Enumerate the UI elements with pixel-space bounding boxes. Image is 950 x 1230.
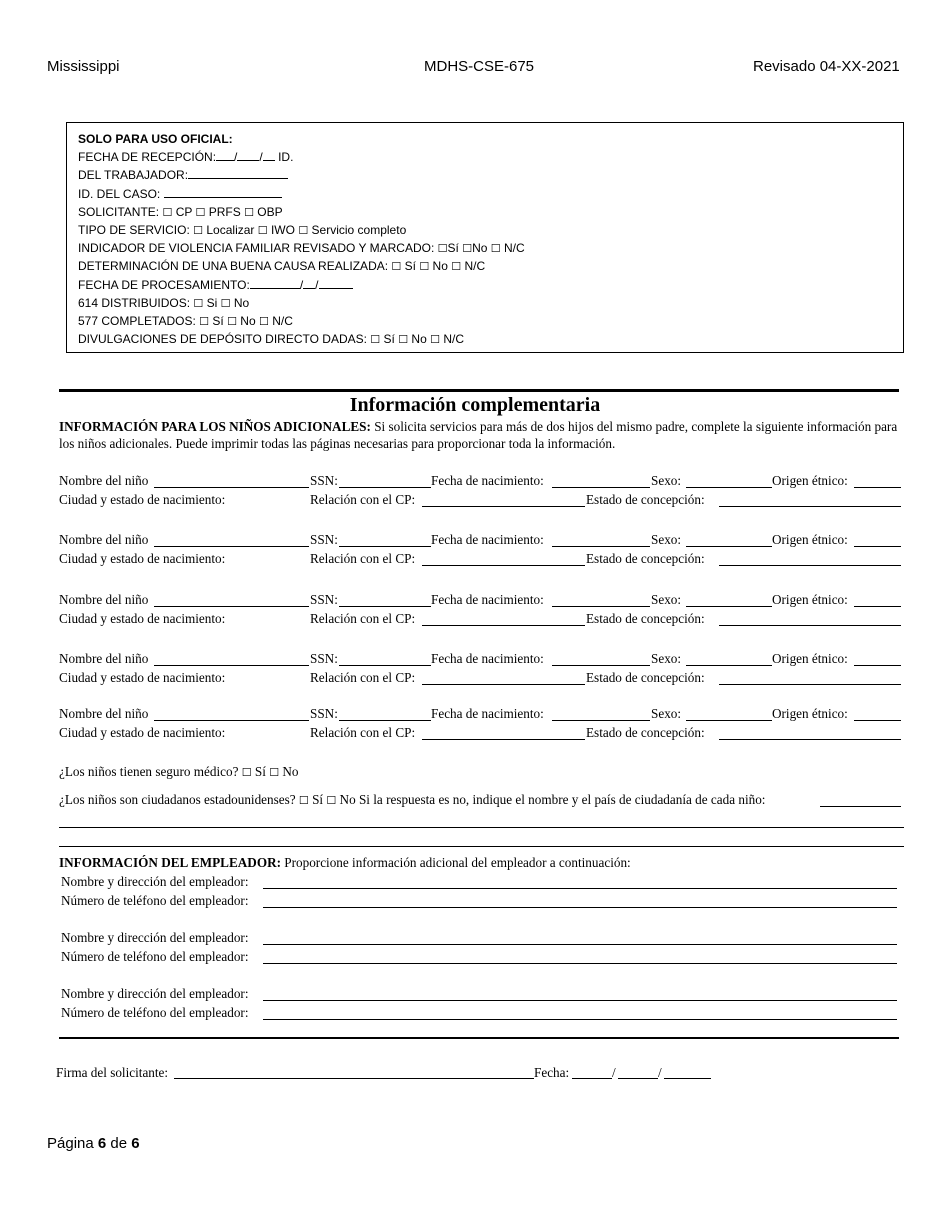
child-relation-field[interactable] bbox=[422, 551, 585, 566]
distributed-label: 614 DISTRIBUIDOS: bbox=[78, 295, 191, 310]
child-name-label: Nombre del niño bbox=[59, 473, 149, 488]
child-birthplace-label: Ciudad y estado de nacimiento: bbox=[59, 611, 226, 626]
option-citizen-no: No bbox=[339, 792, 356, 807]
child-birthplace-label: Ciudad y estado de nacimiento: bbox=[59, 670, 226, 685]
child-ethnic-field[interactable] bbox=[854, 706, 901, 721]
checkbox-citizen-no[interactable]: ☐ bbox=[326, 794, 337, 807]
child-row-1-detail bbox=[59, 492, 901, 512]
checkbox-completed-na[interactable]: ☐ bbox=[258, 314, 269, 328]
employer-name-field[interactable] bbox=[263, 874, 897, 889]
checkbox-completed-yes[interactable]: ☐ bbox=[199, 314, 210, 328]
option-full-service: Servicio completo bbox=[311, 222, 407, 237]
child-conception-field[interactable] bbox=[719, 492, 901, 507]
child-dob-label: Fecha de nacimiento: bbox=[431, 651, 544, 666]
checkbox-prfs[interactable]: ☐ bbox=[195, 205, 206, 219]
child-name-field[interactable] bbox=[154, 473, 309, 488]
child-name-label: Nombre del niño bbox=[59, 532, 149, 547]
employer-name-row-1 bbox=[61, 874, 897, 893]
child-conception-label: Estado de concepción: bbox=[586, 492, 705, 507]
option-completed-no: No bbox=[240, 313, 256, 328]
checkbox-deposit-na[interactable]: ☐ bbox=[430, 333, 440, 347]
violence-label: INDICADOR DE VIOLENCIA FAMILIAR REVISADO Y MARCADO: bbox=[78, 241, 435, 256]
child-sex-field[interactable] bbox=[686, 592, 772, 607]
child-name-field[interactable] bbox=[154, 651, 309, 666]
option-violence-na: N/C bbox=[504, 241, 525, 256]
child-conception-label: Estado de concepción: bbox=[586, 670, 705, 685]
citizen-answer-line-2[interactable] bbox=[59, 827, 904, 828]
child-row-1 bbox=[59, 473, 901, 493]
citizen-question-text: ¿Los niños son ciudadanos estadounidenses? bbox=[59, 792, 296, 807]
citizen-followup-text: Si la respuesta es no, indique el nombre y el país de ciudadanía de cada niño: bbox=[358, 792, 766, 807]
child-conception-field[interactable] bbox=[719, 611, 901, 626]
employer-phone-row-1 bbox=[61, 893, 897, 912]
page-number bbox=[47, 1135, 140, 1152]
page-of: de bbox=[110, 1135, 128, 1152]
checkbox-distributed-yes[interactable]: ☐ bbox=[193, 296, 204, 310]
option-distributed-no: No bbox=[233, 295, 250, 310]
child-dob-label: Fecha de nacimiento: bbox=[431, 532, 544, 547]
insurance-question-text: ¿Los niños tienen seguro médico? bbox=[59, 764, 239, 779]
child-ssn-field[interactable] bbox=[339, 532, 431, 547]
child-relation-label: Relación con el CP: bbox=[310, 611, 416, 626]
child-relation-label: Relación con el CP: bbox=[310, 670, 416, 685]
processing-year-field[interactable] bbox=[319, 277, 353, 289]
section-divider bbox=[59, 389, 899, 392]
applicant-label: SOLICITANTE: bbox=[78, 204, 160, 219]
child-conception-field[interactable] bbox=[719, 551, 901, 566]
option-goodcause-yes: Sí bbox=[404, 259, 416, 274]
child-relation-label: Relación con el CP: bbox=[310, 725, 416, 740]
child-sex-field[interactable] bbox=[686, 532, 772, 547]
employer-heading: INFORMACIÓN DEL EMPLEADOR: bbox=[59, 855, 281, 870]
citizen-question bbox=[59, 792, 765, 808]
received-id-label: ID. bbox=[278, 150, 294, 165]
date-label: Fecha: bbox=[534, 1065, 570, 1080]
child-ssn-field[interactable] bbox=[339, 706, 431, 721]
service-label: TIPO DE SERVICIO: bbox=[78, 222, 190, 237]
option-violence-no: No bbox=[472, 241, 488, 256]
child-ssn-field[interactable] bbox=[339, 651, 431, 666]
option-insurance-yes: Sí bbox=[254, 764, 266, 779]
option-deposit-na: N/C bbox=[443, 332, 464, 347]
child-dob-field[interactable] bbox=[552, 706, 650, 721]
date-year-field[interactable] bbox=[664, 1078, 711, 1079]
citizen-answer-field[interactable] bbox=[820, 806, 901, 807]
child-name-field[interactable] bbox=[154, 532, 309, 547]
child-relation-label: Relación con el CP: bbox=[310, 551, 416, 566]
employer-phone-label: Número de teléfono del empleador: bbox=[61, 1005, 249, 1020]
child-birthplace-label: Ciudad y estado de nacimiento: bbox=[59, 551, 226, 566]
page-prefix: Página bbox=[47, 1135, 94, 1152]
checkbox-violence-na[interactable]: ☐ bbox=[490, 242, 501, 256]
checkbox-goodcause-na[interactable]: ☐ bbox=[451, 260, 462, 274]
worker-field[interactable] bbox=[188, 167, 288, 179]
checkbox-obp[interactable]: ☐ bbox=[244, 205, 254, 219]
section-thin-divider bbox=[59, 846, 904, 847]
official-title: SOLO PARA USO OFICIAL: bbox=[78, 132, 233, 146]
child-sex-label: Sexo: bbox=[651, 651, 682, 666]
checkbox-insurance-no[interactable]: ☐ bbox=[269, 766, 280, 779]
option-completed-na: N/C bbox=[272, 313, 293, 328]
goodcause-label: DETERMINACIÓN DE UNA BUENA CAUSA REALIZADA: bbox=[78, 259, 389, 274]
processing-day-field[interactable] bbox=[303, 277, 315, 289]
child-ethnic-label: Origen étnico: bbox=[772, 532, 848, 547]
checkbox-cp[interactable]: ☐ bbox=[162, 205, 173, 219]
employer-name-field[interactable] bbox=[263, 930, 897, 945]
child-birthplace-label: Ciudad y estado de nacimiento: bbox=[59, 725, 226, 740]
child-row-2-detail bbox=[59, 551, 901, 571]
child-birthplace-label: Ciudad y estado de nacimiento: bbox=[59, 492, 226, 507]
employer-phone-field[interactable] bbox=[263, 949, 897, 964]
header-state: Mississippi bbox=[47, 58, 120, 75]
received-label: FECHA DE RECEPCIÓN: bbox=[78, 150, 217, 165]
option-goodcause-no: No bbox=[432, 259, 448, 274]
child-conception-label: Estado de concepción: bbox=[586, 611, 705, 626]
child-conception-label: Estado de concepción: bbox=[586, 725, 705, 740]
signature-label: Firma del solicitante: bbox=[56, 1065, 169, 1080]
option-deposit-yes: Sí bbox=[383, 332, 395, 347]
child-ssn-label: SSN: bbox=[310, 473, 338, 488]
child-ethnic-field[interactable] bbox=[854, 473, 901, 488]
option-locate: Localizar bbox=[206, 222, 255, 237]
employer-phone-row-2 bbox=[61, 949, 897, 968]
child-row-4 bbox=[59, 651, 901, 671]
child-dob-label: Fecha de nacimiento: bbox=[431, 592, 544, 607]
option-completed-yes: Sí bbox=[212, 313, 224, 328]
child-name-label: Nombre del niño bbox=[59, 706, 149, 721]
child-sex-label: Sexo: bbox=[651, 532, 682, 547]
employer-name-label: Nombre y dirección del empleador: bbox=[61, 874, 249, 889]
option-goodcause-na: N/C bbox=[464, 259, 486, 274]
children-text: Si solicita servicios para más de dos hijos del mismo padre, complete la siguiente información para los niños adicionales. Puede imprimir todas las páginas necesarias para proporcionar toda la información. bbox=[59, 419, 898, 451]
option-obp: OBP bbox=[257, 204, 283, 219]
employer-phone-field[interactable] bbox=[263, 893, 897, 908]
child-name-field[interactable] bbox=[154, 706, 309, 721]
child-ethnic-label: Origen étnico: bbox=[772, 592, 848, 607]
child-sex-label: Sexo: bbox=[651, 592, 682, 607]
child-dob-field[interactable] bbox=[552, 592, 650, 607]
option-insurance-no: No bbox=[282, 764, 299, 779]
child-relation-field[interactable] bbox=[422, 611, 585, 626]
signature-divider bbox=[59, 1037, 899, 1039]
child-ssn-label: SSN: bbox=[310, 592, 338, 607]
processing-month-field[interactable] bbox=[250, 277, 300, 289]
signature-field[interactable] bbox=[174, 1078, 534, 1079]
child-ethnic-label: Origen étnico: bbox=[772, 473, 848, 488]
option-distributed-yes: Si bbox=[206, 295, 218, 310]
child-row-5-detail bbox=[59, 725, 901, 745]
child-ethnic-field[interactable] bbox=[854, 651, 901, 666]
option-prfs: PRFS bbox=[208, 204, 241, 219]
page-total: 6 bbox=[131, 1135, 140, 1152]
option-deposit-no: No bbox=[411, 332, 427, 347]
employer-phone-field[interactable] bbox=[263, 1005, 897, 1020]
children-heading: INFORMACIÓN PARA LOS NIÑOS ADICIONALES: bbox=[59, 419, 371, 434]
checkbox-deposit-no[interactable]: ☐ bbox=[398, 333, 409, 347]
child-dob-field[interactable] bbox=[552, 473, 650, 488]
child-ethnic-label: Origen étnico: bbox=[772, 706, 848, 721]
option-citizen-yes: Sí bbox=[312, 792, 324, 807]
child-row-2 bbox=[59, 532, 901, 552]
child-ssn-field[interactable] bbox=[339, 592, 431, 607]
child-dob-label: Fecha de nacimiento: bbox=[431, 473, 544, 488]
child-conception-field[interactable] bbox=[719, 670, 901, 685]
child-ethnic-label: Origen étnico: bbox=[772, 651, 848, 666]
employer-text: Proporcione información adicional del empleador a continuación: bbox=[284, 855, 631, 870]
child-sex-field[interactable] bbox=[686, 706, 772, 721]
employer-phone-row-3 bbox=[61, 1005, 897, 1024]
header-form-id: MDHS-CSE-675 bbox=[424, 58, 535, 75]
deposit-label: DIVULGACIONES DE DEPÓSITO DIRECTO DADAS: bbox=[78, 332, 367, 347]
child-ssn-label: SSN: bbox=[310, 706, 338, 721]
employer-intro bbox=[59, 855, 631, 871]
completed-label: 577 COMPLETADOS: bbox=[78, 313, 196, 328]
child-dob-field[interactable] bbox=[552, 651, 650, 666]
child-relation-label: Relación con el CP: bbox=[310, 492, 416, 507]
checkbox-goodcause-no[interactable]: ☐ bbox=[419, 260, 430, 274]
child-ssn-field[interactable] bbox=[339, 473, 431, 488]
date-separator-2: / bbox=[658, 1065, 662, 1080]
section-title: Información complementaria bbox=[349, 394, 601, 416]
checkbox-insurance-yes[interactable]: ☐ bbox=[241, 766, 252, 779]
child-row-5 bbox=[59, 706, 901, 726]
official-use-box: SOLO PARA USO OFICIAL: FECHA DE RECEPCIÓN: / / ID. DEL TRABAJADOR: ID. DEL CASO: SOLICITANTE: ☐ CP ☐ PRFS ☐ OBP TIPO DE SERVICIO: ☐ Localizar ☐ IWO ☐ Servicio completo INDICADOR DE VIOLENCIA FAMILIAR REVISADO Y MARCADO: ☐Sí ☐No ☐ N/C DETERMINACIÓN DE UNA BUENA CAUSA REALIZADA: ☐ Sí ☐ No ☐ N/C FECHA DE PROCESAMIENTO: / / 614 DISTRIBUIDOS: ☐ Si ☐ No 577 COMPLETADOS: ☐ Sí ☐ No ☐ N/C DIVULGACIONES DE DEPÓSITO DIRECTO DADAS: ☐ Sí ☐ No ☐ N/C bbox=[66, 122, 904, 353]
employer-name-label: Nombre y dirección del empleador: bbox=[61, 986, 249, 1001]
employer-name-label: Nombre y dirección del empleador: bbox=[61, 930, 249, 945]
employer-name-row-2 bbox=[61, 930, 897, 949]
child-row-3 bbox=[59, 592, 901, 612]
child-ethnic-field[interactable] bbox=[854, 592, 901, 607]
checkbox-citizen-yes[interactable]: ☐ bbox=[298, 794, 309, 807]
case-label: ID. DEL CASO: bbox=[78, 186, 161, 201]
child-sex-field[interactable] bbox=[686, 651, 772, 666]
checkbox-deposit-yes[interactable]: ☐ bbox=[370, 333, 381, 347]
child-ssn-label: SSN: bbox=[310, 651, 338, 666]
employer-name-row-3 bbox=[61, 986, 897, 1005]
option-violence-yes: Sí bbox=[447, 241, 459, 256]
employer-phone-label: Número de teléfono del empleador: bbox=[61, 949, 249, 964]
page-current: 6 bbox=[97, 1135, 107, 1152]
child-conception-field[interactable] bbox=[719, 725, 901, 740]
option-iwo: IWO bbox=[270, 222, 295, 237]
children-intro bbox=[59, 418, 904, 452]
date-separator-1: / bbox=[612, 1065, 616, 1080]
child-relation-field[interactable] bbox=[422, 492, 585, 507]
child-dob-label: Fecha de nacimiento: bbox=[431, 706, 544, 721]
checkbox-violence-yes[interactable]: ☐ bbox=[437, 242, 448, 256]
checkbox-completed-no[interactable]: ☐ bbox=[227, 314, 237, 328]
child-name-label: Nombre del niño bbox=[59, 651, 149, 666]
child-sex-label: Sexo: bbox=[651, 473, 682, 488]
checkbox-full-service[interactable]: ☐ bbox=[298, 223, 309, 237]
child-relation-field[interactable] bbox=[422, 670, 585, 685]
header-revised: Revisado 04-XX-2021 bbox=[753, 58, 900, 75]
child-sex-label: Sexo: bbox=[651, 706, 682, 721]
employer-name-field[interactable] bbox=[263, 986, 897, 1001]
insurance-question bbox=[59, 764, 299, 780]
checkbox-goodcause-yes[interactable]: ☐ bbox=[391, 260, 402, 274]
child-ethnic-field[interactable] bbox=[854, 532, 901, 547]
child-row-4-detail bbox=[59, 670, 901, 690]
checkbox-iwo[interactable]: ☐ bbox=[257, 223, 268, 237]
checkbox-violence-no[interactable]: ☐ bbox=[462, 242, 473, 256]
checkbox-locate[interactable]: ☐ bbox=[193, 223, 204, 237]
received-month-field[interactable] bbox=[216, 149, 234, 161]
date-month-field[interactable] bbox=[572, 1078, 612, 1079]
option-cp: CP bbox=[175, 204, 193, 219]
child-name-field[interactable] bbox=[154, 592, 309, 607]
child-conception-label: Estado de concepción: bbox=[586, 551, 705, 566]
received-day-field[interactable] bbox=[237, 149, 259, 161]
processing-label: FECHA DE PROCESAMIENTO: bbox=[78, 277, 250, 292]
child-row-3-detail bbox=[59, 611, 901, 631]
child-ssn-label: SSN: bbox=[310, 532, 338, 547]
case-field[interactable] bbox=[164, 186, 282, 198]
child-relation-field[interactable] bbox=[422, 725, 585, 740]
date-day-field[interactable] bbox=[618, 1078, 658, 1079]
child-dob-field[interactable] bbox=[552, 532, 650, 547]
worker-label: DEL TRABAJADOR: bbox=[78, 168, 189, 183]
child-name-label: Nombre del niño bbox=[59, 592, 149, 607]
employer-phone-label: Número de teléfono del empleador: bbox=[61, 893, 249, 908]
received-year-field[interactable] bbox=[263, 149, 275, 161]
child-sex-field[interactable] bbox=[686, 473, 772, 488]
checkbox-distributed-no[interactable]: ☐ bbox=[220, 296, 231, 310]
